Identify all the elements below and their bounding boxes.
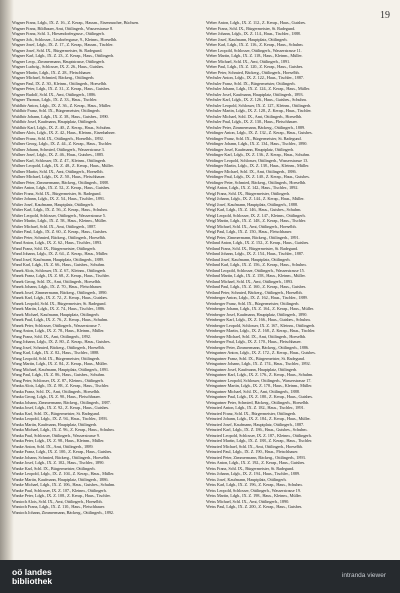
directory-entry: Weber Paul, Ldgb., IX. Z. 120., Z. Kerap., Haus., Gutsbes. [206,64,304,69]
directory-entry: Wallner Johann, Schmied, Ottilingerh., Wasserstrasse 3. [12,146,105,152]
directory-entry: Weidinger Johann, Ldgb., IX. Z. 134., Haus., Tischler., 1890. [206,141,308,146]
directory-entry: Weidinger Paul, Ldgb., IX. Z. 140., Z. Kerap., Haus., Gutsbes. [206,174,310,179]
directory-entry: Weingartner Josef, Kaufmann, Hauptplatz, Ottilingerh. [206,366,298,372]
directory-entry: Weiland Franz, Schl. IX., Bürgermeister, St. Radegund. [206,245,299,251]
directory-entry: Wallner Georg, Ldgb., IX. Z. 44., Z. Kerap., Haus., Tischler. [12,141,113,146]
directory-entry: Wechsler Peter, Zimmermann, Bäckerg., Ottilingerh., 1889. [206,124,306,130]
directory-entry: Wand Karl, Ldgb., IX. Z. 66., Haus., Gutsbes., Schuhm. [12,262,106,267]
directory-entry: Wantoch Johann, Zimmermann, Bäckerg., Ottilingerh., 1892. [12,509,114,515]
directory-entry: Weber Josef, Kaufmann, Hauptplatz, Ottilingerh. [206,36,288,42]
directory-entry: Wagner Josef, Schl. IX., Bürgermeister, St. Radegund. [12,47,103,53]
directory-entry: Walter Franz, Schl. IX., Bürgermeister, St. Radegund. [12,190,102,196]
logo-line-2: bibliothek [12,575,53,586]
directory-entry: Weigl Anton, Ldgb., IX. Z. 142., Haus., Tischler., 1892. [206,185,299,190]
directory-entry: Wanke Karl, Schl. IX., Bürgermeister, Ottilingerh. [12,465,96,471]
directory-entry: Weiland Peter, Schmied, Bäckerg., Ottilingerh., Hoeselbh. [206,289,303,295]
directory-entry: Wallner Karl, Schlosser, IX. Z. 47., Kleinm., Ottilingerh. [12,157,107,163]
directory-entry: Wagner Joh., Schlosser., Lisdorfergasse, 9., Kleinm., Hoeselbh. [12,36,118,42]
directory-entry: Weiss Johann, Ldgb., IX. Z. 194., Haus., Tischler., 1889. [206,471,300,476]
directory-entry: Wallner Michael, Ldgb., IX. Z. 50., Haus., Fleischhauer. [12,174,106,179]
directory-entry: Wantoch Alois, Schl. IX., Amt, Ottilingerh., Hoeselbh. [12,498,103,504]
library-logo[interactable] [12,568,52,585]
directory-entry: Weiland Michael, Schl. IX., Amt, Ottilingerh., 1893. [206,278,294,284]
directory-entry: Wanke Michael, Ldgb., IX. Z. 106., Haus., Gutsbes., Schuhm. [12,482,116,487]
directory-entry: Weingartner Johann, Ldgb., IX. Z. 174., Haus., Tischler., 1892. [206,361,311,366]
directory-entry: Walter Martin, Ldgb., IX. Z. 58., Haus., Kleinm., Müller. [12,218,107,223]
directory-entry: Wagner Rudolf, Schl. IX., Amt, Ottilingerh., 1886. [12,91,97,97]
directory-entry: Walter Johann, Ldgb., IX. Z. 54., Haus., Tischler., 1891. [12,196,105,201]
directory-entry: Wanek Karl, Ldgb., IX. Z. 72., Z. Kerap., Haus., Gutsbes. [12,295,108,300]
directory-entry: Wanek Georg, Schl. IX., Amt, Ottilingerh., Hoeselbh. [12,278,101,284]
directory-entry: Waldhör Josef, Kaufmann, Hauptplatz, Ottilingerh. [12,119,97,124]
directory-entry: Weber Martin, Ldgb., IX. Z. 118., Haus., Kleinm., Müller. [206,53,303,58]
left-column [12,20,190,515]
directory-entry: Waldhör Karl, Ldgb., IX. Z. 40., Z. Kerap., Haus., Schuhm. [12,124,111,130]
directory-entry: Weinzierl Franz, Schl. IX., Bürgermeister, Ottilingerh. [206,410,297,416]
page-number: 19 [380,10,390,21]
directory-entry: Weinberger Martin, Ldgb., IX. Z. 168., Z. Kerap., Haus., Tischler. [206,328,316,333]
directory-entry: Weingartner Karl, Ldgb., IX. Z. 176., Z. Kerap., Haus., Schuhm. [206,372,314,377]
directory-entry: Weiss Michael, Schl. IX., Amt, Ottilingerh., 1890. [206,498,290,504]
directory-entry: Wantoch Franz, Ldgb., IX. Z. 110., Haus., Fleischhauer. [12,504,105,509]
directory-entry: Wang Leopold, Schl. IX., Bürgermeister, Ottilingerh. [12,355,101,361]
directory-entry: Weinberger Michael, Schl. IX., Amt, Ottilingerh., Hoeselbh. [206,333,306,339]
directory-entry: Weinzierl Johann, Ldgb., IX. Z. 184., Z. Kerap., Haus., Müller. [206,416,311,421]
directory-entry: Wanka Karl, Schl. IX., Bürgermeister, St. Radegund. [12,410,100,416]
directory-entry: Wanke Anton, Schl. IX., Amt, Ottilingerh., 1889. [12,443,94,449]
directory-entry: Wanke Johann, Schmied, Bäckerg., Ottilingerh., Hoeselbh. [12,454,110,460]
directory-entry: Wechsler Leopold, Schlosser, IX. Z. 127., Kleinm., Ottilingerh. [206,102,312,108]
directory-entry: Wanek Leopold, Schl. IX., Bürgermeister, St. Radegund. [12,300,107,306]
directory-entry: Wanke Josef, Ldgb., IX. Z. 102., Haus., Tischler., 1890. [12,460,105,465]
directory-entry: Wand Johann, Ldgb., IX. Z. 64., Z. Kerap., Haus., Müller. [12,251,109,256]
directory-entry: Wallner Peter, Zimmermann, Bäckerg., Ottilingerh., 1888. [12,179,109,185]
directory-entry: Wanka Michael, Ldgb., IX. Z. 96., Z. Kerap., Haus., Schuhm. [12,427,115,432]
directory-entry: Wanke Martin, Kaufmann, Hauptplatz, Ottilingerh., 1886. [12,476,109,482]
directory-entry: Weiss Leopold, Schlosser, Ottilingerh., Wasserstrasse 19. [206,487,301,493]
directory-entry: Weinberger Anton, Ldgb., IX. Z. 162., Haus., Tischler., 1889. [206,295,308,300]
directory-entry: Wechsler Martin, Ldgb., IX. Z. 128., Z. Kerap., Haus., Tischler. [206,108,312,113]
directory-entry: Weber Karl, Ldgb., IX. Z. 116., Z. Kerap., Haus., Schuhm. [206,42,304,47]
directory-entry: Wanek Josef, Zimmermann, Bäckerg., Ottilingerh., 1890. [12,289,108,295]
directory-entry: Wang Martin, Ldgb., IX. Z. 84., Z. Kerap., Haus., Müller. [12,361,108,366]
directory-entry: Weingartner Paul, Ldgb., IX. Z. 180., Z. Kerap., Haus., Gutsbes. [206,394,313,399]
directory-entry: Wanka Paul, Schlosser, Ottilingerh., Wasserstrasse 9. [12,432,100,438]
directory-entry: Wang Josef, Schmied, Bäckerg., Ottilingerh., Hoeselbh. [12,344,105,350]
directory-entry: Wechsler Franz, Schl. IX., Bürgermeister, Ottilingerh. [206,80,296,86]
directory-entry: Walter Karl, Ldgb., IX. Z. 56., Z. Kerap., Haus., Schuhm. [12,207,108,212]
directory-entry: Wagner Franz, Bildhauer, Amt, Ottilingerh., Wasserstrasse 8. [12,25,114,31]
directory-entry: Wanke Franz, Ldgb., IX. Z. 100., Z. Kerap., Haus., Gutsbes. [12,449,113,454]
directory-entry: Walter Leopold, Schlosser, Ottilingerh., Wasserstrasse 5. [12,212,106,218]
directory-entry: Wagner Michael, Schmied, Bäckerg., Ottilingerh. [12,75,95,80]
directory-entry: Weber Peter, Schmied, Bäckerg., Ottilingerh., Hoeselbh. [206,69,300,75]
directory-entry: Wagner Leop., Zimmermann, Hauptstrasse, Ottilingerh. [12,58,105,64]
directory-entry: Wanek Franz, Ldgb., IX. Z. 68., Z. Kerap., Haus., Tischler. [12,273,110,278]
directory-entry: Weidinger Josef, Kaufmann, Hauptplatz, Ottilingerh. [206,146,294,152]
directory-entry: Wechsler Anton, Ldgb., IX. Z. 122., Haus., Tischler., 1887. [206,75,304,80]
directory-entry: Wand Anton, Ldgb., IX. Z. 62., Haus., Tischler., 1893. [12,240,103,245]
viewer-footer [0,560,400,593]
directory-entry: Wagner Ludwig., Schlosser, IX. Z. 26., Haus., Gutsbes. [12,64,104,69]
directory-entry: Weinzierl Peter, Zimmermann, Bäckerg., Ottilingerh., 1893. [206,454,306,460]
directory-entry: Waldhör Franz, Schl. IX., Bürgermeister, Ottilingerh. [12,108,101,113]
directory-entry: Walter Peter, Schmied, Bäckerg., Ottilingerh., Hoeselbh. [12,234,106,240]
directory-entry: Wanek Michael, Kaufmann, Hauptplatz, Ottilingerh. [12,311,100,317]
directory-entry: Weber Michael, Schl. IX., Amt, Ottilingerh., 1891. [206,58,291,64]
directory-entry: Wang Johann, Ldgb., IX. Z. 80., Z. Kerap., Haus., Gutsbes. [12,339,111,344]
directory-entry: Weiland Johann, Ldgb., IX. Z. 154., Haus., Tischler., 1887. [206,251,304,256]
directory-entry: Wechsler Karl, Ldgb., IX. Z. 126., Haus., Gutsbes., Schuhm. [206,97,307,102]
directory-entry: Wanek Johann, Ldgb., IX. Z. 70., Haus., Fleischhauer. [12,284,103,289]
directory-entry: Weidinger Leopold, Schlosser, Ottilingerh., Wasserstrasse 13. [206,157,309,163]
directory-entry: Wanka Johann, Zimmermann, Bäckerg., Ottilingerh., 1887. [12,399,111,405]
directory-entry: Wand Josef, Kaufmann, Hauptplatz, Ottilingerh., 1889. [12,256,104,262]
directory-entry: Wand Franz, Schl. IX., Bürgermeister, Ottilingerh. [12,245,96,251]
directory-entry: Weigl Josef, Kaufmann, Hauptplatz, Ottilingerh., 1888. [206,201,298,207]
directory-entry: Weidinger Peter, Schmied, Bäckerg., Ottilingerh., Hoeselbh. [206,179,307,185]
directory-entry: Weinberger Johann, Ldgb., IX. Z. 164., Z. Kerap., Haus., Müller. [206,306,314,311]
directory-entry: Walter Josef, Kaufmann, Hauptplatz, Ottilingerh. [12,201,94,207]
directory-entry: Weingartner Leopold, Schlosser, Ottilingerh., Wasserstrasse 17. [206,377,312,383]
directory-entry: Wang Paul, Ldgb., IX. Z. 86., Haus., Gutsbes., Schuhm. [12,372,106,377]
directory-entry: Weinzierl Josef, Kaufmann, Hauptplatz, Ottilingerh., 1887. [206,421,305,427]
directory-entry: Weiss Martin, Ldgb., IX. Z. 198., Haus., Kleinm., Müller. [206,493,302,498]
directory-entry: Weinzierl Karl, Ldgb., IX. Z. 186., Haus., Gutsbes., Schuhm. [206,427,308,432]
directory-entry: Wechsler Josef, Kaufmann, Hauptplatz, Ottilingerh., 1893. [206,91,304,97]
directory-entry: Weiland Josef, Kaufmann, Hauptplatz, Ottilingerh. [206,256,291,262]
directory-entry: Weingartner Michael, Schl. IX., Amt, Ottilingerh., 1888. [206,388,300,394]
directory-entry: Wagner Martin, Ldgb., IX. Z. 28., Fleischhauer. [12,69,92,75]
directory-entry: Wagner Josef, Ldgb., IX. Z. 17., Z. Kerap., Hausm., Tischler. [12,42,114,47]
directory-entry: Waldhör Anton, Ldgb., IX. Z. 36., Z. Kerap., Haus., Müller. [12,102,112,108]
viewer-label[interactable]: intranda viewer [341,572,386,579]
directory-entry: Weiss Anton, Ldgb., IX. Z. 192., Z. Kerap., Haus., Gutsbes. [206,460,306,465]
directory-entry: Weinberger Paul, Ldgb., IX. Z. 170., Haus., Fleischhauer. [206,339,302,344]
directory-entry: Weigl Martin, Ldgb., IX. Z. 148., Z. Kerap., Haus., Tischler. [206,218,306,223]
right-column [206,20,384,510]
directory-entry: Wechsler Johann, Ldgb., IX. Z. 124., Z. Kerap., Haus., Müller. [206,86,310,91]
directory-entry: Weiland Paul, Ldgb., IX. Z. 160., Z. Kerap., Haus., Gutsbes. [206,284,307,289]
directory-entry: Weingartner Martin, Ldgb., IX. Z. 178., Haus., Kleinm., Müller. [206,383,313,388]
directory-entry: Wang Michael, Kaufmann, Hauptplatz, Ottilingerh., 1891. [12,366,109,372]
directory-entry: Weiss Franz, Schl. IX., Bürgermeister, St. Radegund. [206,465,295,471]
directory-entry: Wanka Alois, Ldgb., IX. Z. 88., Z. Kerap., Haus., Tischler. [12,383,109,388]
directory-entry: Wanek Alois, Schlosser, IX. Z. 67., Kleinm., Ottilingerh. [12,267,107,273]
directory-entry: Weinberger Franz, Schl. IX., Bürgermeister, Ottilingerh. [206,300,300,306]
directory-entry: Wallner Franz, Schl. IX., Ottilingerh., Hoeselbh., 1892. [12,135,104,141]
directory-entry: Wagner Franz, Ldgb., IX. Z. 16., Z. Kerap., Hausm., Eisenmacher, Büchsen. [12,20,140,25]
directory-entry: Weigl Franz, Schl. IX., Bürgermeister, Ottilingerh. [206,190,290,196]
directory-entry: Weinberger Peter, Zimmermann, Bäckerg., Ottilingerh., 1886. [206,344,309,350]
directory-entry: Wanka Martin, Kaufmann, Hauptplatz, Ottilingerh. [12,421,98,427]
directory-entry: Weinzierl Martin, Ldgb., IX. Z. 188., Z. Kerap., Haus., Tischler. [206,438,313,443]
directory-entry: Weinberger Josef, Kaufmann, Hauptplatz, Ottilingerh., 1890. [206,311,308,317]
directory-entry: Wanek Peter, Schlosser, Ottilingerh., Wasserstrasse 7. [12,322,101,328]
directory-entry: Wanka Josef, Ldgb., IX. Z. 92., Z. Kerap., Haus., Gutsbes. [12,405,110,410]
directory-entry: Wallner Martin, Schl. IX., Amt, Ottilingerh., Hoeselbh. [12,168,104,174]
directory-entry: Weiss Karl, Ldgb., IX. Z. 196., Z. Kerap., Haus., Schuhm. [206,482,303,487]
directory-entry: Walter Anton, Ldgb., IX. Z. 52., Z. Kerap., Haus., Gutsbes. [12,185,111,190]
directory-entry: Wagner Karl, Ldgb., IX. Z. 23., Z. Kerap., Haus., Ottilingerh. [12,53,114,58]
directory-entry: Weigl Karl, Ldgb., IX. Z. 146., Haus., Gutsbes., Schuhm. [206,207,302,212]
directory-entry: Weber Franz, Schl. IX., Bürgermeister, St. Radegund. [206,25,296,31]
directory-entry: Weber Leopold, Schlosser, Ottilingerh., Wasserstrasse 11. [206,47,302,53]
directory-entry: Weiss Josef, Kaufmann, Hauptplatz, Ottilingerh. [206,476,287,482]
directory-entry: Weigl Johann, Ldgb., IX. Z. 144., Z. Kerap., Haus., Müller. [206,196,305,201]
directory-entry: Weinberger Leopold, Schlosser, IX. Z. 167., Kleinm., Ottilingerh. [206,322,315,328]
directory-entry: Wechsler Michael, Schl. IX., Amt, Ottilingerh., Hoeselbh. [206,113,303,119]
directory-entry: Wagner Paul, IX. Z. 30., Kleinm., Ottilingerh., Hoeselbh. [12,80,108,86]
directory-entry: Wallner Alois, Ldgb., IX. Z. 42., Haus., Kleinm., Eisenbahner. [12,130,116,135]
directory-entry: Wang Anton, Ldgb., IX. Z. 78., Haus., Kleinm., Müller. [12,328,105,333]
directory-entry: Wanke Leopold, Ldgb., IX. Z. 104., Z. Kerap., Haus., Müller. [12,471,115,476]
directory-entry: Weinzierl Anton, Ldgb., IX. Z. 182., Haus., Tischler., 1891. [206,405,305,410]
directory-entry: Wallner Leopold, Ldgb., IX. Z. 48., Z. Kerap., Haus., Müller. [12,163,114,168]
directory-entry: Wallner Josef, Ldgb., IX. Z. 46., Haus., Gutsbes., 1885. [12,152,105,157]
directory-entry: Wanka Peter, Ldgb., IX. Z. 98., Haus., Kleinm., Müller. [12,438,105,443]
directory-entry: Walter Paul, Ldgb., IX. Z. 60., Z. Kerap., Haus., Gutsbes. [12,229,108,234]
directory-entry: Weidinger Franz, Schl. IX., Bürgermeister, St. Radegund. [206,135,302,141]
directory-entry: Wang Franz, Schl. IX., Amt, Ottilingerh., 1892. [12,333,91,339]
directory-entry: Wanka Georg, Ldgb., IX. Z. 90., Haus., Fleischhauer. [12,394,101,399]
directory-entry: Weidinger Martin, Ldgb., IX. Z. 138., Haus., Kleinm., Müller. [206,163,310,168]
directory-entry: Weiland Martin, Ldgb., IX. Z. 158., Haus., Kleinm., Müller. [206,273,306,278]
directory-entry: Weigl Leopold, Schlosser, IX. Z. 147., Kleinm., Ottilingerh. [206,212,306,218]
directory-entry: Weingartner Peter, Schmied, Bäckerg., Ottilingerh., Hoeselbh. [206,399,310,405]
directory-entry: Weingartner Anton, Ldgb., IX. Z. 172., Z. Kerap., Haus., Gutsbes. [206,350,316,355]
directory-entry: Weidinger Anton, Ldgb., IX. Z. 132., Z. Kerap., Haus., Gutsbes. [206,130,313,135]
directory-entry: Weber Anton, Ldgb., IX. Z. 112., Z. Kerap., Haus., Gutsbes. [206,20,306,25]
directory-entry: Wang Peter, Schlosser, IX. Z. 87., Kleinm., Ottilingerh. [12,377,104,383]
directory-entry: Wagner Thomas, Ldgb., IX. Z. 33., Haus., Tischler. [12,97,98,102]
directory-entry: Weinberger Karl, Ldgb., IX. Z. 166., Haus., Gutsbes., Schuhm. [206,317,311,322]
directory-entry: Weinzierl Paul, Ldgb., IX. Z. 190., Haus., Fleischhauer. [206,449,299,454]
logo-line-1: oö landes [12,567,52,577]
directory-entry: Wagner Franz, Schl. 3., Hiesendorfergasse., Ottilingerh. [12,31,105,36]
directory-entry: Wechsler Paul, Ldgb., IX. Z. 130., Haus., Fleischhauer. [206,119,298,124]
directory-entry: Wanke Paul, Schlosser, IX. Z. 107., Kleinm., Ottilingerh. [12,487,107,493]
directory-entry: Weiss Paul, Ldgb., IX. Z. 200., Z. Kerap., Haus., Gutsbes. [206,504,303,509]
directory-entry: Wanke Peter, Ldgb., IX. Z. 108., Z. Kerap., Haus., Tischler. [12,493,111,498]
directory-entry: Wagner Peter, Ldgb., IX. Z. 31., Z. Kerap., Haus., Gutsbes. [12,86,111,91]
directory-entry: Wanek Paul, Ldgb., IX. Z. 76., Z. Kerap., Haus., Schuhm. [12,317,109,322]
directory-entry: Wanka Leopold, Ldgb., IX. Z. 94., Haus., Tischler., 1893. [12,416,108,421]
directory-entry: Weinzierl Leopold, Schlosser, IX. Z. 187., Kleinm., Ottilingerh. [206,432,312,438]
directory-entry: Waldhör Johann, Ldgb., IX. Z. 38., Haus., Gutsbes., 1890. [12,113,109,119]
directory-entry: Weidinger Karl, Ldgb., IX. Z. 136., Z. Kerap., Haus., Schuhm. [206,152,311,157]
directory-entry: Walter Michael, Schl. IX., Amt, Ottilingerh., 1887. [12,223,97,229]
directory-entry: Weiland Leopold, Schlosser, Ottilingerh., Wasserstrasse 15. [206,267,305,273]
directory-entry: Weinzierl Michael, Schl. IX., Amt, Ottilingerh., Hoeselbh. [206,443,303,449]
directory-entry: Weidinger Michael, Schl. IX., Amt, Ottilingerh., 1886. [206,168,297,174]
directory-entry: Weiland Karl, Ldgb., IX. Z. 156., Z. Kerap., Haus., Schuhm. [206,262,307,267]
directory-entry: Wanek Martin, Ldgb., IX. Z. 74., Haus., Tischler., 1886. [12,306,106,311]
directory-entry: Weigl Peter, Zimmermann, Bäckerg., Ottilingerh., 1891. [206,234,300,240]
directory-entry: Weingartner Franz, Schl. IX., Bürgermeister, St. Radegund. [206,355,305,361]
directory-entry: Weber Johann, Ldgb., IX. Z. 114., Haus., Tischler., 1888. [206,31,301,36]
directory-entry: Weiland Anton, Ldgb., IX. Z. 152., Z. Kerap., Haus., Gutsbes. [206,240,310,245]
directory-entry: Wanka Franz, Schl. IX., Amt, Ottilingerh., Hoeselbh. [12,388,101,394]
directory-entry: Weigl Paul, Ldgb., IX. Z. 150., Haus., Fleischhauer. [206,229,293,234]
directory-entry: Weigl Michael, Schl. IX., Amt, Ottilingerh., Hoeselbh. [206,223,297,229]
directory-entry: Wang Karl, Ldgb., IX. Z. 82., Haus., Tischler., 1888. [12,350,100,355]
